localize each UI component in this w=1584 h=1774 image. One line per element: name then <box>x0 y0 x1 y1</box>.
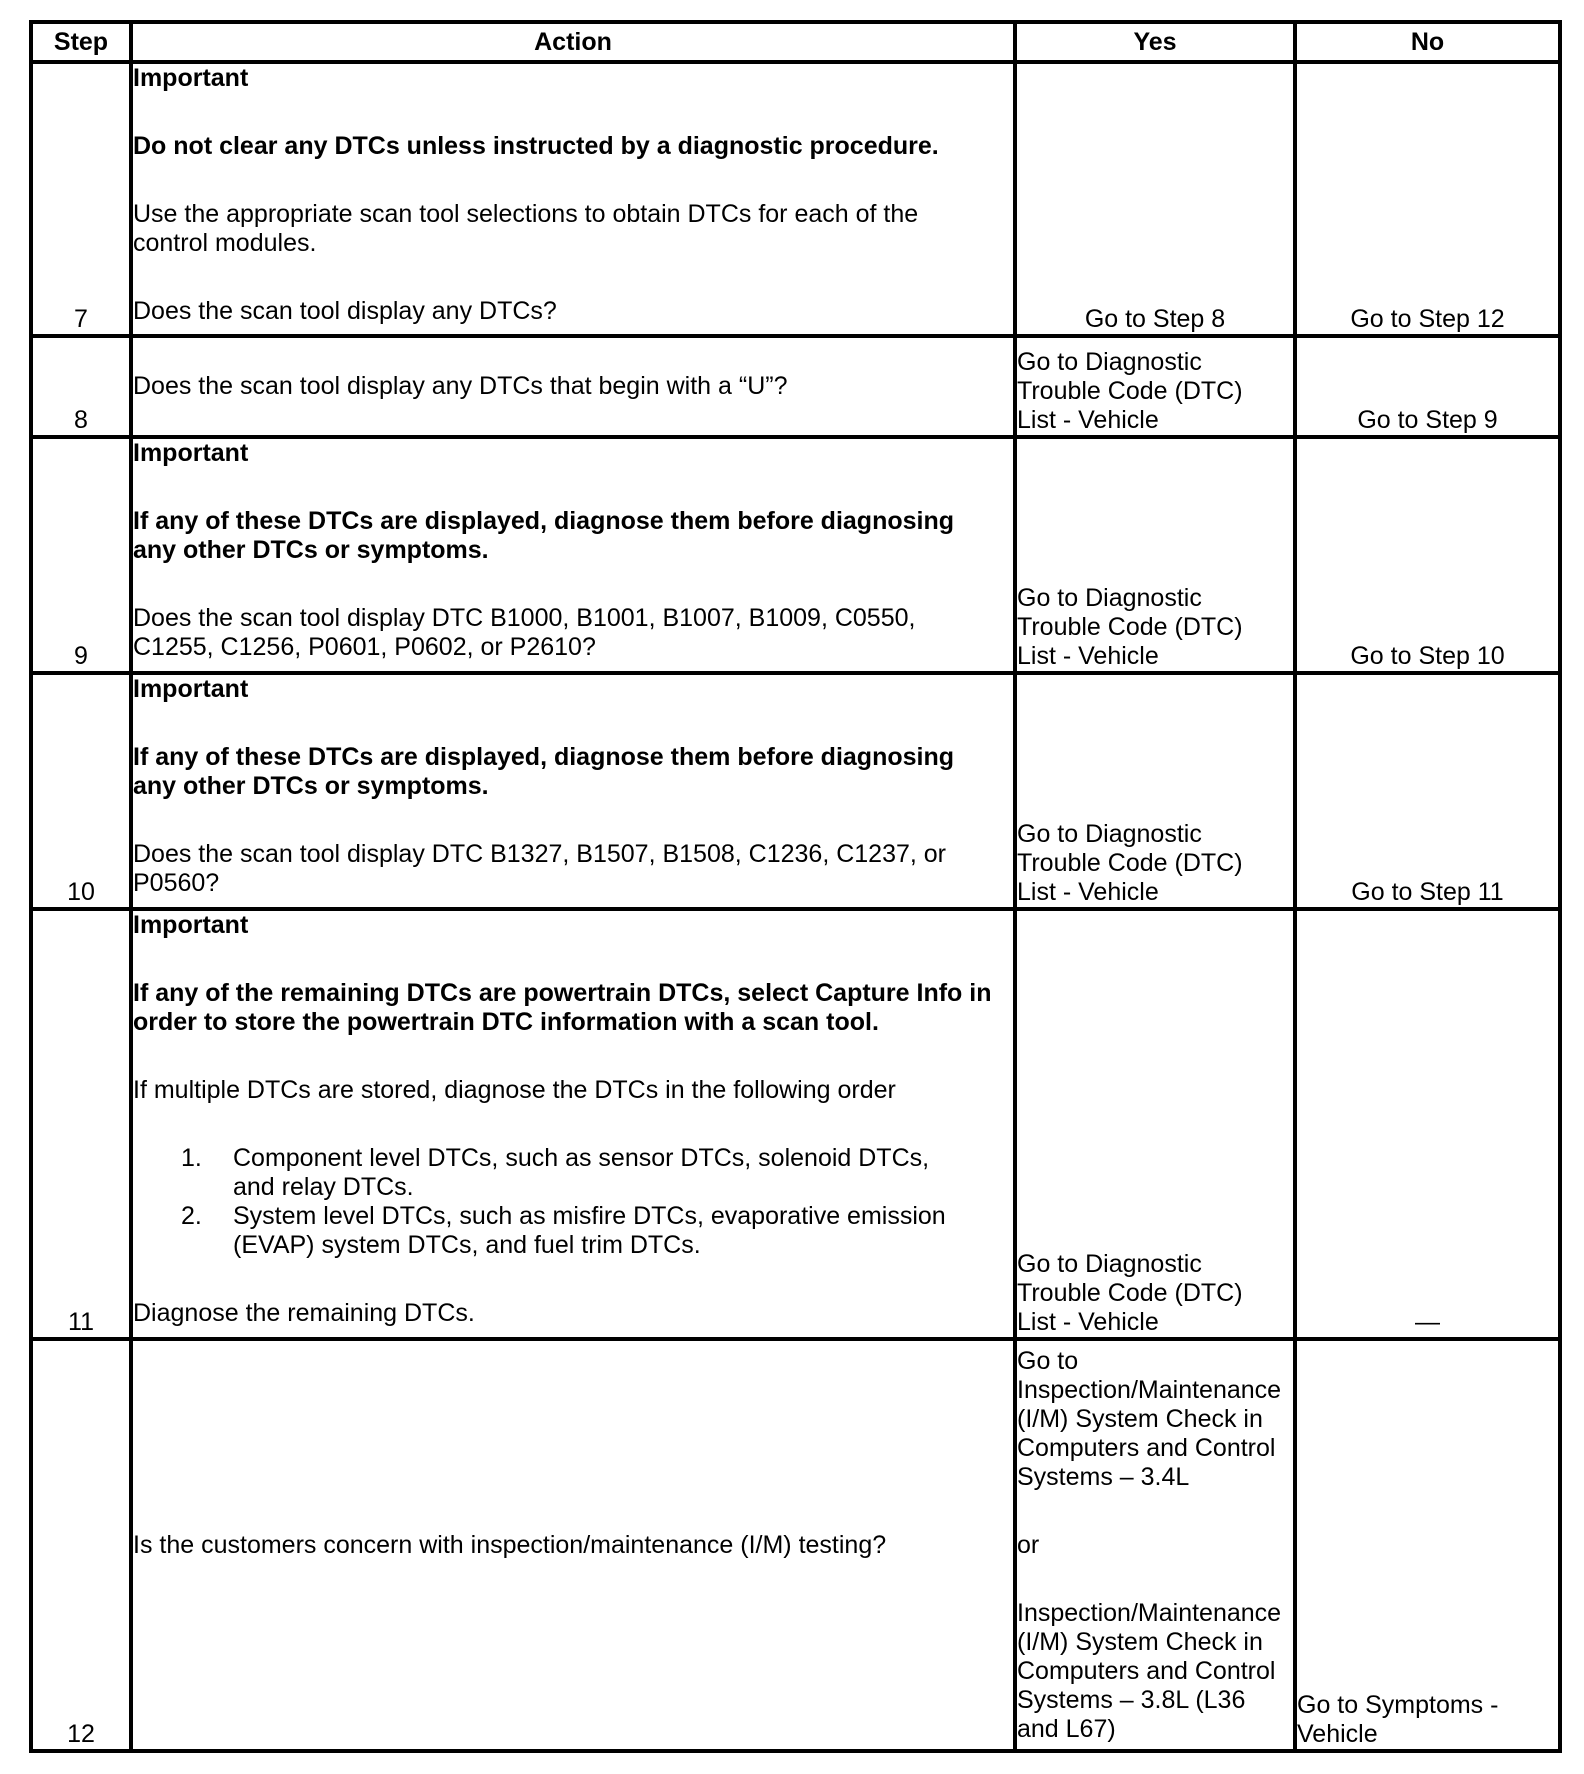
table-row <box>31 62 1560 336</box>
important-label: Important <box>133 439 249 467</box>
no-dash: — <box>1415 1308 1440 1336</box>
list-text: Component level DTCs, such as sensor DTCs, solenoid DTCs, and relay DTCs. <box>233 1144 930 1201</box>
list-item <box>181 1144 1013 1202</box>
important-label: Important <box>133 675 249 703</box>
step-number: 7 <box>31 62 131 336</box>
yes-or-text: or <box>1017 1531 1040 1559</box>
list-item <box>181 1202 1013 1260</box>
yes-cell <box>1015 437 1295 673</box>
no-cell <box>1295 673 1560 909</box>
yes-link[interactable]: Go to Diagnostic Trouble Code (DTC) List - Vehicle <box>1017 584 1243 670</box>
no-cell <box>1295 909 1560 1339</box>
action-cell <box>131 1339 1015 1751</box>
no-cell <box>1295 437 1560 673</box>
question-text: Does the scan tool display DTC B1327, B1507, B1508, C1236, C1237, or P0560? <box>133 840 947 897</box>
yes-link-34l[interactable]: Go to Inspection/Maintenance (I/M) System Check in Computers and Control Systems – 3.4L <box>1017 1347 1282 1491</box>
instruction-text: If multiple DTCs are stored, diagnose the DTCs in the following order <box>133 1076 896 1104</box>
no-cell <box>1295 62 1560 336</box>
step-number: 8 <box>31 336 131 437</box>
no-link[interactable]: Go to Step 10 <box>1350 642 1505 670</box>
step-number: 12 <box>31 1339 131 1751</box>
header-action: Action <box>131 22 1015 62</box>
no-link[interactable]: Go to Step 12 <box>1350 305 1505 333</box>
step-number: 9 <box>31 437 131 673</box>
action-cell <box>131 336 1015 437</box>
list-number: 2. <box>181 1202 202 1230</box>
table-row <box>31 437 1560 673</box>
yes-cell <box>1015 1339 1295 1751</box>
header-yes: Yes <box>1015 22 1295 62</box>
yes-link[interactable]: Go to Diagnostic Trouble Code (DTC) List - Vehicle <box>1017 1250 1243 1336</box>
no-link[interactable]: Go to Step 11 <box>1351 878 1504 906</box>
action-cell <box>131 909 1015 1339</box>
important-notice: If any of the remaining DTCs are powertrain DTCs, select Capture Info in order to store the powertrain DTC information with a scan tool. <box>133 979 992 1036</box>
no-cell <box>1295 1339 1560 1751</box>
important-notice: If any of these DTCs are displayed, diagnose them before diagnosing any other DTCs or symptoms. <box>133 507 954 564</box>
important-notice: Do not clear any DTCs unless instructed by a diagnostic procedure. <box>133 132 939 160</box>
list-text: System level DTCs, such as misfire DTCs, evaporative emission (EVAP) system DTCs, and fuel trim DTCs. <box>233 1202 946 1259</box>
yes-cell <box>1015 336 1295 437</box>
no-link[interactable]: Go to Step 9 <box>1357 406 1498 434</box>
yes-link[interactable]: Go to Diagnostic Trouble Code (DTC) List - Vehicle <box>1017 820 1243 906</box>
action-cell <box>131 437 1015 673</box>
yes-cell <box>1015 62 1295 336</box>
action-cell <box>131 673 1015 909</box>
question-text: Does the scan tool display any DTCs? <box>133 297 557 325</box>
yes-link-38l[interactable]: Inspection/Maintenance (I/M) System Check in Computers and Control Systems – 3.8L (L36 and L67) <box>1017 1599 1282 1743</box>
step-number: 11 <box>31 909 131 1339</box>
diagnostic-table <box>29 20 1562 1753</box>
yes-cell <box>1015 673 1295 909</box>
ordered-list <box>133 1144 1013 1260</box>
table-row <box>31 909 1560 1339</box>
important-label: Important <box>133 64 249 92</box>
yes-link[interactable]: Go to Diagnostic Trouble Code (DTC) List - Vehicle <box>1017 348 1243 434</box>
table-row <box>31 673 1560 909</box>
important-notice: If any of these DTCs are displayed, diagnose them before diagnosing any other DTCs or symptoms. <box>133 743 954 800</box>
list-number: 1. <box>181 1144 202 1172</box>
table-row <box>31 1339 1560 1751</box>
instruction-text: Use the appropriate scan tool selections to obtain DTCs for each of the control modules. <box>133 200 919 257</box>
important-label: Important <box>133 911 249 939</box>
header-row <box>31 22 1560 62</box>
no-link[interactable]: Go to Symptoms - Vehicle <box>1297 1691 1499 1748</box>
action-cell <box>131 62 1015 336</box>
step-number: 10 <box>31 673 131 909</box>
question-text: Does the scan tool display any DTCs that begin with a “U”? <box>133 372 788 400</box>
yes-cell <box>1015 909 1295 1339</box>
table-row <box>31 336 1560 437</box>
header-step: Step <box>31 22 131 62</box>
header-no: No <box>1295 22 1560 62</box>
no-cell <box>1295 336 1560 437</box>
question-text: Is the customers concern with inspection/maintenance (I/M) testing? <box>133 1530 887 1559</box>
question-text: Diagnose the remaining DTCs. <box>133 1299 475 1327</box>
question-text: Does the scan tool display DTC B1000, B1001, B1007, B1009, C0550, C1255, C1256, P0601, P0602, or P2610? <box>133 604 916 661</box>
yes-link[interactable]: Go to Step 8 <box>1084 305 1226 333</box>
